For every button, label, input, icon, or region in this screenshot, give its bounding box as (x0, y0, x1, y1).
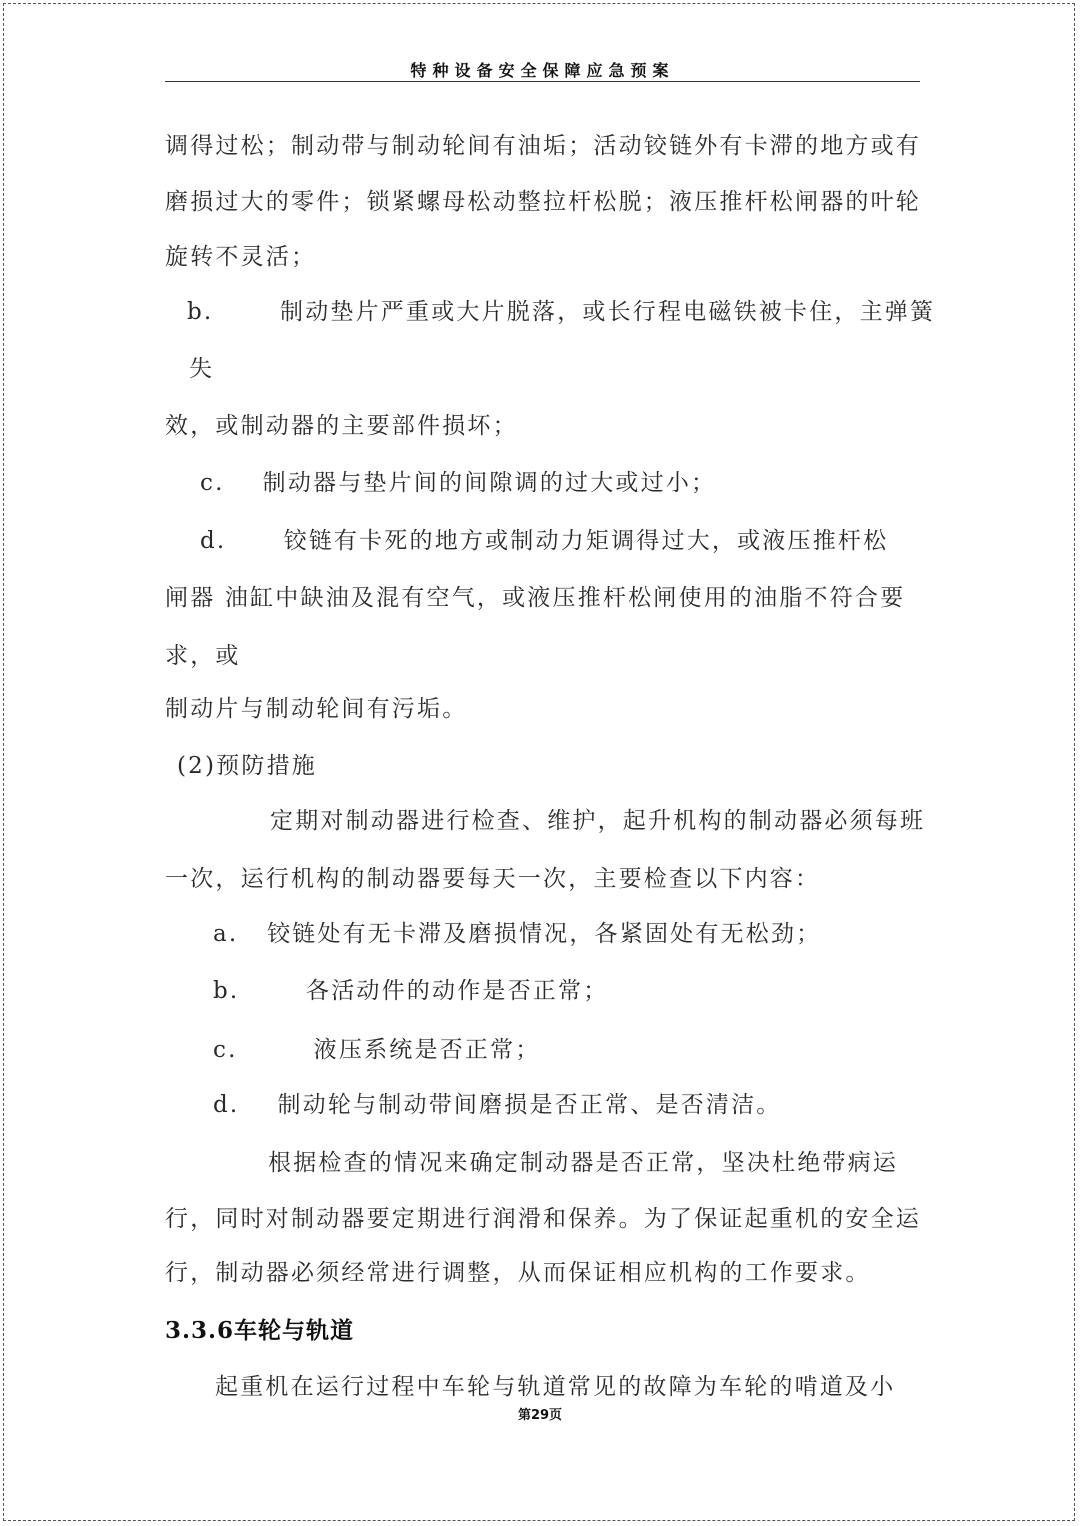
body-line: 失 (189, 356, 215, 382)
subheading-prevention: (2)预防措施 (177, 753, 317, 779)
page-border (3, 3, 1075, 1521)
body-line: 行，同时对制动器要定期进行润滑和保养。为了保证起重机的安全运 (165, 1206, 921, 1232)
body-line: 调得过松；制动带与制动轮间有油垢；活动铰链外有卡滞的地方或有 (165, 133, 921, 159)
body-line: 旋转不灵活； (165, 244, 317, 270)
body-line: 闸器 油缸中缺油及混有空气，或液压推杆松闸使用的油脂不符合要 (165, 585, 906, 611)
paragraph-start: 定期对制动器进行检查、维护，起升机构的制动器必须每班 (270, 808, 926, 834)
list-item-b: b. 制动垫片严重或大片脱落，或长行程电磁铁被卡住，主弹簧 (187, 299, 936, 325)
list-item-c: c. 制动器与垫片间的间隙调的过大或过小； (200, 470, 717, 496)
page-number: 第29页 (517, 1408, 563, 1423)
list-item-b: b. 各活动件的动作是否正常； (213, 978, 609, 1004)
list-item-c: c. 液压系统是否正常； (213, 1037, 541, 1063)
list-item-d: d. 制动轮与制动带间磨损是否正常、是否清洁。 (213, 1092, 782, 1118)
paragraph-start: 根据检查的情况来确定制动器是否正常，坚决杜绝带病运 (268, 1150, 898, 1176)
document-header-title: 特种设备安全保障应急预案 (410, 61, 675, 80)
paragraph-start: 起重机在运行过程中车轮与轨道常见的故障为车轮的啃道及小 (215, 1374, 896, 1400)
header-rule (165, 81, 920, 82)
list-item-d: d. 铰链有卡死的地方或制动力矩调得过大，或液压推杆松 (200, 528, 889, 554)
body-line: 一次，运行机构的制动器要每天一次，主要检查以下内容： (165, 866, 821, 892)
list-item-a: a. 铰链处有无卡滞及磨损情况，各紧固处有无松劲； (213, 921, 822, 947)
body-line: 行，制动器必须经常进行调整，从而保证相应机构的工作要求。 (165, 1260, 871, 1286)
body-line: 求，或 (165, 643, 241, 669)
body-line: 制动片与制动轮间有污垢。 (165, 696, 468, 722)
section-heading: 3.3.6车轮与轨道 (165, 1317, 355, 1344)
body-line: 效，或制动器的主要部件损坏； (165, 413, 518, 439)
body-line: 磨损过大的零件；锁紧螺母松动整拉杆松脱；液压推杆松闸器的叶轮 (165, 189, 921, 215)
